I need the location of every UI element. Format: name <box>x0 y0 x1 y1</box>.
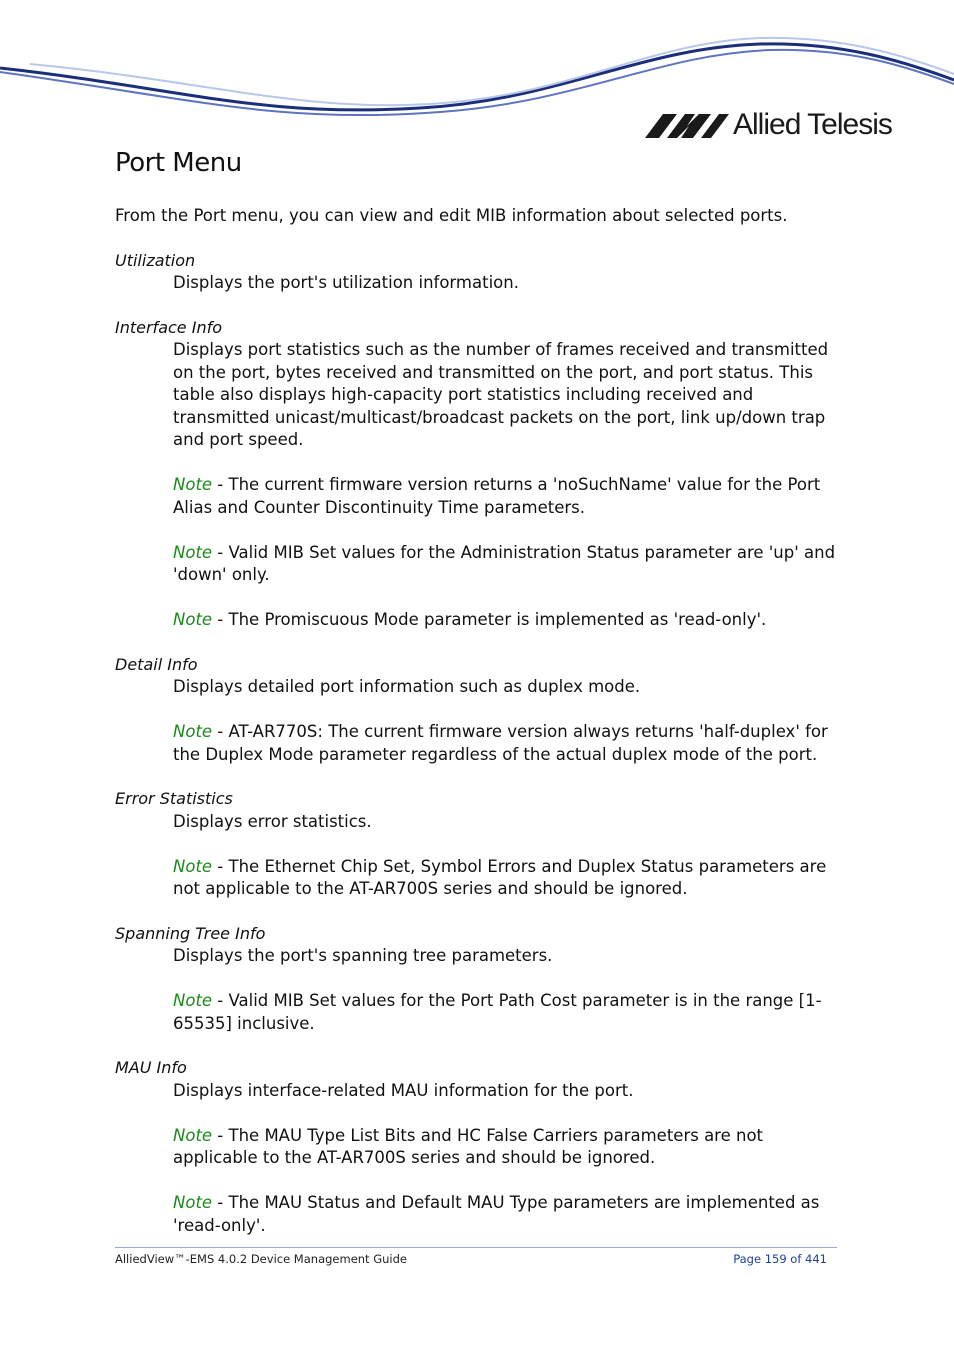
section-body <box>173 945 840 1035</box>
footer-guide-title: AlliedView™-EMS 4.0.2 Device Management Guide <box>115 1252 407 1266</box>
note-paragraph <box>173 990 840 1035</box>
paragraph-text: Displays the port's utilization information. <box>173 273 519 292</box>
note-paragraph <box>173 1192 840 1237</box>
section-body <box>173 339 840 632</box>
paragraph-text: Displays interface-related MAU information for the port. <box>173 1080 634 1100</box>
footer-page-number: Page 159 of 441 <box>733 1252 827 1266</box>
menu-section <box>115 250 840 295</box>
paragraph-text: - The Promiscuous Mode parameter is implemented as 'read-only'. <box>212 610 767 629</box>
allied-telesis-logo-icon <box>645 114 729 138</box>
menu-section <box>115 788 840 901</box>
note-paragraph <box>173 609 840 632</box>
intro-paragraph: From the Port menu, you can view and edit MIB information about selected ports. <box>115 206 788 225</box>
section-body <box>173 811 840 901</box>
paragraph-text: Displays error statistics. <box>173 811 372 831</box>
note-label: Note <box>173 475 213 494</box>
menu-section <box>115 654 840 767</box>
section-title: Spanning Tree Info <box>115 923 266 943</box>
allied-telesis-logo <box>645 108 905 148</box>
paragraph-text: - The Ethernet Chip Set, Symbol Errors and Duplex Status parameters are not applicable to the AT-AR700S series and should be ignored. <box>173 856 827 898</box>
section-body <box>173 1080 840 1238</box>
footer-divider <box>115 1247 837 1248</box>
paragraph-text: Displays the port's spanning tree parameters. <box>173 946 553 965</box>
description-paragraph <box>173 339 840 452</box>
menu-sections <box>115 250 840 1238</box>
menu-section <box>115 317 840 632</box>
page-title: Port Menu <box>115 148 242 178</box>
note-label: Note <box>173 856 213 876</box>
note-paragraph <box>173 721 840 766</box>
note-paragraph <box>173 856 840 901</box>
section-body <box>173 676 840 766</box>
note-paragraph <box>173 1125 840 1170</box>
note-paragraph <box>173 542 840 587</box>
paragraph-text: - The MAU Type List Bits and HC False Carriers parameters are not applicable to the AT-AR700S series and should be ignored. <box>173 1125 764 1167</box>
paragraph-text: Displays port statistics such as the number of frames received and transmitted on the port, bytes received and transmitted on the port, and port status. This table also displays high-capacity port statistics including received and transmitted unicast/multicast/broadcast packets on the port, link up/down trap and port speed. <box>173 340 829 449</box>
paragraph-text: Displays detailed port information such as duplex mode. <box>173 677 641 696</box>
page-content <box>115 205 840 1237</box>
note-label: Note <box>173 542 213 562</box>
brand-name: Allied Telesis <box>733 108 892 141</box>
description-paragraph <box>173 945 840 968</box>
note-label: Note <box>173 722 213 741</box>
note-label: Note <box>173 1125 213 1145</box>
description-paragraph <box>173 272 840 295</box>
note-label: Note <box>173 610 213 629</box>
section-title: Utilization <box>115 250 196 270</box>
paragraph-text: - Valid MIB Set values for the Port Path Cost parameter is in the range [1-65535] inclusive. <box>173 991 822 1033</box>
section-title: Error Statistics <box>115 789 233 808</box>
note-label: Note <box>173 991 213 1010</box>
note-paragraph <box>173 474 840 519</box>
description-paragraph <box>173 1080 840 1103</box>
paragraph-text: - Valid MIB Set values for the Administration Status parameter are 'up' and 'down' only. <box>173 542 836 584</box>
paragraph-text: - The MAU Status and Default MAU Type parameters are implemented as 'read-only'. <box>173 1193 820 1235</box>
paragraph-text: - AT-AR770S: The current firmware version always returns 'half-duplex' for the Duplex Mode parameter regardless of the actual duplex mode of the port. <box>173 722 828 764</box>
menu-section <box>115 923 840 1036</box>
description-paragraph <box>173 676 840 699</box>
note-label: Note <box>173 1193 213 1212</box>
section-title: MAU Info <box>115 1058 187 1077</box>
paragraph-text: - The current firmware version returns a 'noSuchName' value for the Port Alias and Counter Discontinuity Time parameters. <box>173 475 821 517</box>
description-paragraph <box>173 811 840 834</box>
section-title: Interface Info <box>115 317 222 337</box>
menu-section <box>115 1057 840 1237</box>
section-body <box>173 272 840 295</box>
section-title: Detail Info <box>115 654 198 674</box>
